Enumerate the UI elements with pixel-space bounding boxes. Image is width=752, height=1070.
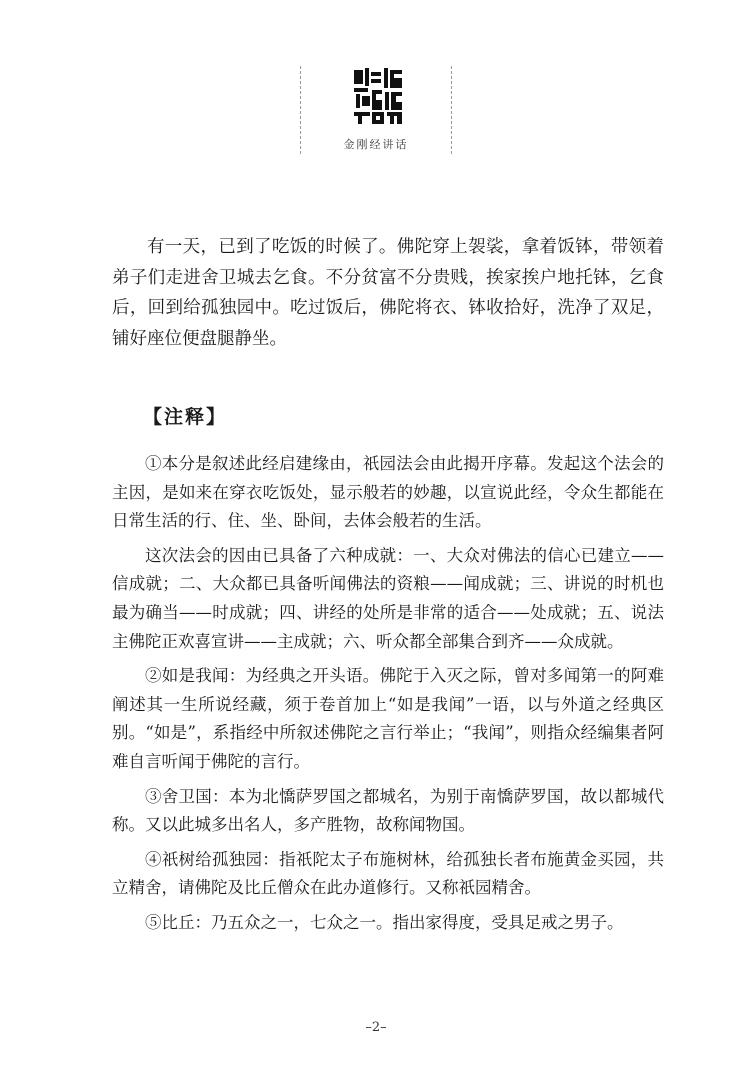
notes-heading: 【注释】 (143, 406, 228, 428)
note-paragraph: ①本分是叙述此经启建缘由，祇园法会由此揭开序幕。发起这个法会的主因，是如来在穿衣吃饭处，显示般若的妙趣，以宣说此经，令众生都能在日常生活的行、住、坐、卧间，去体会般若的生活。 (112, 454, 664, 531)
note-paragraph: ③舍卫国：本为北憍萨罗国之都城名，为别于南憍萨罗国，故以都城代称。又以此城多出名人，多产胜物，故称闻物国。 (112, 786, 664, 835)
note-paragraph: ②如是我闻：为经典之开头语。佛陀于入灭之际，曾对多闻第一的阿难阐述其一生所说经藏，须于卷首加上“如是我闻”一语，以与外道之经典区别。“如是”，系指经中所叙述佛陀之言行举止；“我闻”，则指众经编集者阿难自言听闻于佛陀的言行。 (112, 666, 664, 771)
header-title: 金刚经讲话 (343, 138, 409, 151)
note-paragraph: 这次法会的因由已具备了六种成就：一、大众对佛法的信心已建立——信成就；二、大众都已具备听闻佛法的资粮——闻成就；三、讲说的时机也最为确当——时成就；四、讲经的处所是非常的适合——处成就；五、说法主佛陀正欢喜宣讲——主成就；六、听众都全部集合到齐——众成就。 (112, 545, 664, 651)
book-logo-calligraphy (352, 66, 404, 126)
note-paragraph: ⑤比丘：乃五众之一，七众之一。指出家得度，受具足戒之男子。 (145, 912, 624, 932)
page-number: –2– (365, 1020, 387, 1035)
running-header (300, 58, 452, 160)
intro-paragraph: 有一天，已到了吃饭的时候了。佛陀穿上袈裟，拿着饭钵，带领着弟子们走进舍卫城去乞食。不分贫富不分贵贱，挨家挨户地托钵，乞食后，回到给孤独园中。吃过饭后，佛陀将衣、钵收拾好，洗净了双足，铺好座位便盘腿静坐。 (112, 237, 664, 349)
notes-section (112, 450, 664, 944)
note-paragraph: ④祇树给孤独园：指祇陀太子布施树林，给孤独长者布施黄金买园，共立精舍，请佛陀及比丘僧众在此办道修行。又称祇园精舍。 (112, 849, 664, 898)
